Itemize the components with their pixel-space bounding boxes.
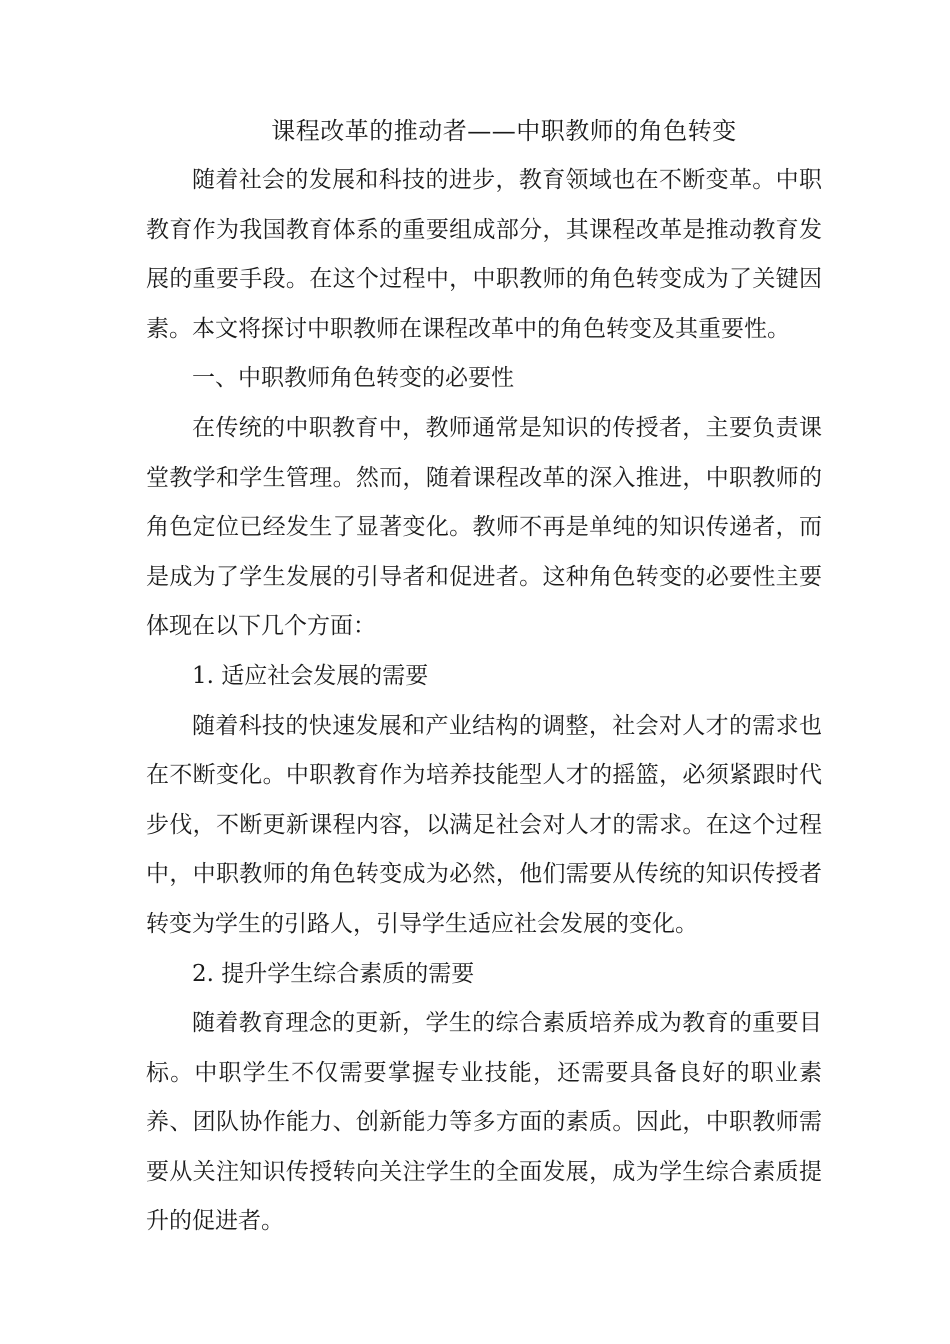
subheading-comprehensive-quality: 2. 提升学生综合素质的需要 [192,960,475,987]
document-title: 课程改革的推动者——中职教师的角色转变 [271,117,737,145]
section-heading-necessity: 一、中职教师角色转变的必要性 [192,365,514,392]
document-body [146,106,822,1247]
paragraph-traditional-role: 在传统的中职教育中，教师通常是知识的传授者，主要负责课堂教学和学生管理。然而，随着课程改革的深入推进，中职教师的角色定位已经发生了显著变化。教师不再是单纯的知识传递者，而是成为了学生发展的引导者和促进者。这种角色转变的必要性主要体现在以下几个方面： [146,414,822,640]
paragraph-social-development: 随着科技的快速发展和产业结构的调整，社会对人才的需求也在不断变化。中职教育作为培养技能型人才的摇篮，必须紧跟时代步伐，不断更新课程内容，以满足社会对人才的需求。在这个过程中，中职教师的角色转变成为必然，他们需要从传统的知识传授者转变为学生的引路人，引导学生适应社会发展的变化。 [146,712,822,937]
paragraph-intro: 随着社会的发展和科技的进步，教育领域也在不断变革。中职教育作为我国教育体系的重要组成部分，其课程改革是推动教育发展的重要手段。在这个过程中，中职教师的角色转变成为了关键因素。本文将探讨中职教师在课程改革中的角色转变及其重要性。 [146,167,822,342]
paragraph-comprehensive-quality: 随着教育理念的更新，学生的综合素质培养成为教育的重要目标。中职学生不仅需要掌握专业技能，还需要具备良好的职业素养、团队协作能力、创新能力等多方面的素质。因此，中职教师需要从关注知识传授转向关注学生的全面发展，成为学生综合素质提升的促进者。 [146,1010,822,1235]
subheading-social-development: 1. 适应社会发展的需要 [192,662,429,689]
